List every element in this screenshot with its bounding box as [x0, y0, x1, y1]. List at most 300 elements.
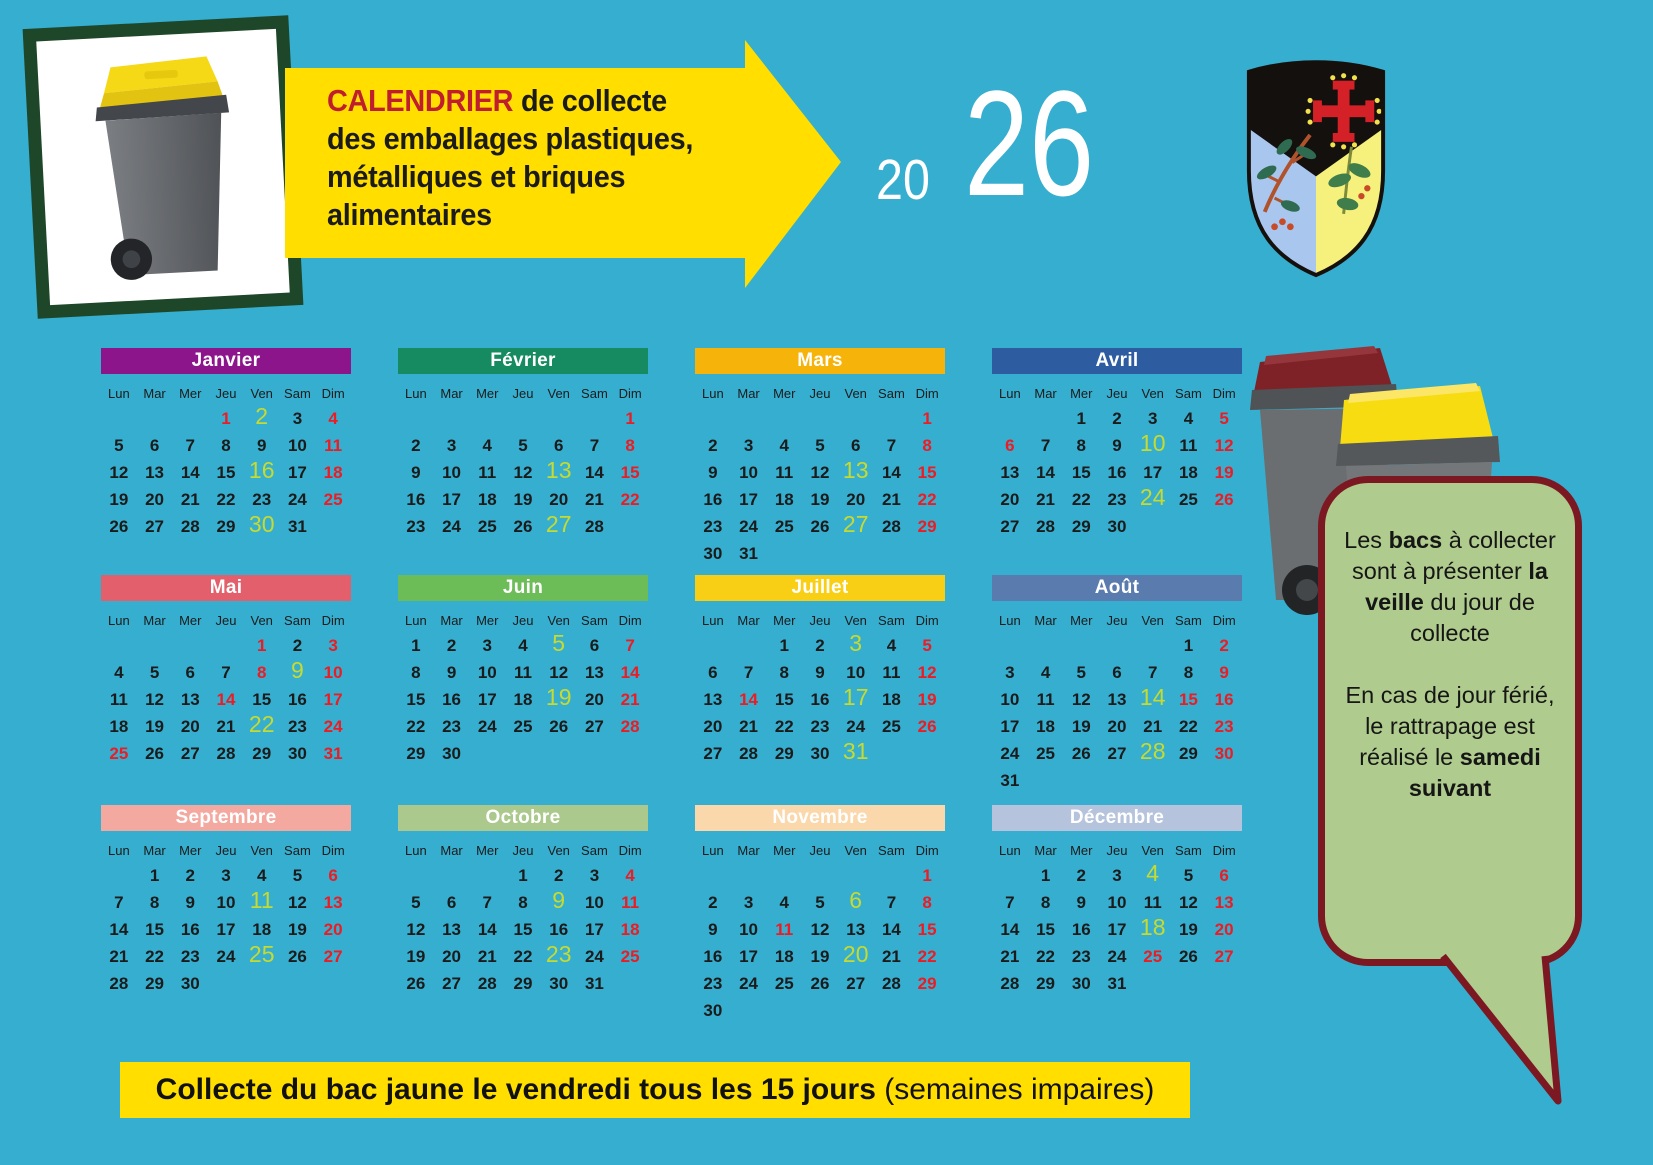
- date-cell: 8: [625, 435, 635, 455]
- date-cell: 11: [621, 892, 640, 912]
- date-cell: 4: [1146, 860, 1160, 886]
- date-cell: 11: [775, 462, 794, 482]
- weekday-label: Jeu: [809, 613, 831, 628]
- date-cell: 2: [185, 865, 196, 885]
- date-cell: 5: [1219, 408, 1229, 428]
- month-name: Mai: [101, 575, 351, 601]
- date-cell: 21: [1036, 489, 1056, 509]
- weekday-label: Sam: [581, 386, 608, 401]
- date-cell: 8: [922, 435, 932, 455]
- month-days-grid: [398, 632, 648, 767]
- date-cell: [1171, 970, 1207, 997]
- date-cell: 13: [846, 919, 866, 939]
- date-cell: 7: [1147, 662, 1158, 682]
- date-cell: 15: [216, 462, 236, 482]
- date-cell: 15: [1178, 689, 1198, 709]
- weekday-label: Jeu: [512, 843, 534, 858]
- date-cell: 10: [287, 435, 307, 455]
- date-cell: 26: [1214, 489, 1234, 509]
- date-cell: 10: [739, 462, 759, 482]
- date-cell: [612, 513, 648, 540]
- text-segment: Collecte du bac jaune le vendredi tous les 15 jours: [155, 1073, 876, 1106]
- date-cell: [1135, 632, 1171, 659]
- calendar-grid: [101, 348, 1242, 1024]
- coat-of-arms: [1240, 56, 1392, 281]
- date-cell: 5: [1076, 662, 1087, 682]
- date-cell: 19: [917, 689, 937, 709]
- date-cell: 3: [743, 435, 754, 455]
- weekday-label: Mer: [179, 613, 202, 628]
- weekday-label: Dim: [1212, 386, 1236, 401]
- date-cell: 24: [287, 489, 307, 509]
- date-cell: 11: [324, 435, 343, 455]
- date-cell: 30: [703, 1000, 723, 1020]
- date-cell: 10: [1139, 430, 1166, 456]
- date-cell: 31: [584, 973, 604, 993]
- date-cell: 18: [1139, 914, 1166, 940]
- weekday-label: Sam: [284, 613, 311, 628]
- date-cell: 19: [1071, 716, 1091, 736]
- date-cell: 26: [1071, 743, 1091, 763]
- date-cell: [280, 970, 316, 997]
- month-days-grid: [992, 862, 1242, 997]
- date-cell: 24: [477, 716, 497, 736]
- date-cell: 13: [1000, 462, 1020, 482]
- weekday-label: Mar: [440, 613, 463, 628]
- month-fevrier: [398, 348, 648, 540]
- date-cell: 5: [411, 892, 421, 912]
- date-cell: 1: [256, 635, 267, 655]
- date-cell: 2: [1219, 635, 1229, 655]
- month-name: Février: [398, 348, 648, 374]
- date-cell: 9: [185, 892, 196, 912]
- weekday-label: Sam: [878, 613, 905, 628]
- date-cell: 20: [1000, 489, 1020, 509]
- date-cell: 24: [1139, 484, 1166, 510]
- date-cell: 25: [513, 716, 533, 736]
- date-cell: 6: [708, 662, 718, 682]
- date-cell: 8: [518, 892, 528, 912]
- date-cell: 15: [406, 689, 426, 709]
- date-cell: 6: [849, 887, 863, 913]
- date-cell: 17: [584, 919, 604, 939]
- weekday-label: Mer: [476, 843, 499, 858]
- date-cell: 30: [1071, 973, 1091, 993]
- date-cell: 28: [109, 973, 129, 993]
- weekday-label: Lun: [108, 843, 130, 858]
- date-cell: 14: [1036, 462, 1056, 482]
- date-cell: 7: [886, 892, 897, 912]
- date-cell: 12: [109, 462, 129, 482]
- weekday-label: Sam: [284, 843, 311, 858]
- yellow-bin-photo: [36, 29, 289, 305]
- weekday-label: Dim: [618, 843, 642, 858]
- date-cell: 28: [180, 516, 200, 536]
- date-cell: [909, 540, 945, 567]
- weekday-label: Ven: [250, 386, 273, 401]
- date-cell: 28: [881, 973, 901, 993]
- date-cell: 13: [842, 457, 869, 483]
- date-cell: 1: [1076, 408, 1087, 428]
- weekday-label: Mar: [737, 843, 760, 858]
- date-cell: 5: [1183, 865, 1194, 885]
- weekday-label: Lun: [702, 613, 724, 628]
- date-cell: 18: [774, 489, 794, 509]
- weekday-label: Mer: [1070, 613, 1093, 628]
- date-cell: 6: [328, 865, 338, 885]
- date-cell: 22: [917, 489, 937, 509]
- date-cell: 14: [881, 462, 901, 482]
- date-cell: [731, 862, 767, 889]
- weekday-label: Jeu: [1106, 613, 1128, 628]
- date-cell: 18: [881, 689, 901, 709]
- date-cell: 19: [810, 489, 830, 509]
- date-cell: 19: [810, 946, 830, 966]
- date-cell: 26: [287, 946, 307, 966]
- date-cell: 14: [584, 462, 604, 482]
- year-prefix: 20: [876, 148, 930, 212]
- month-decembre: [992, 805, 1242, 997]
- weekday-label: Lun: [999, 843, 1021, 858]
- date-cell: 17: [1143, 462, 1163, 482]
- date-cell: 16: [287, 689, 307, 709]
- date-cell: 9: [411, 462, 421, 482]
- date-cell: 3: [292, 408, 303, 428]
- date-cell: 9: [552, 887, 566, 913]
- date-cell: 3: [743, 892, 754, 912]
- date-cell: [612, 970, 648, 997]
- date-cell: 1: [1183, 635, 1194, 655]
- date-cell: 16: [442, 689, 462, 709]
- date-cell: 1: [625, 408, 635, 428]
- date-cell: [838, 405, 874, 432]
- date-cell: 16: [549, 919, 569, 939]
- date-cell: [802, 862, 838, 889]
- date-cell: 28: [584, 516, 604, 536]
- date-cell: [766, 997, 802, 1024]
- date-cell: 1: [518, 865, 528, 885]
- weekday-label: Mer: [476, 613, 499, 628]
- date-cell: 6: [553, 435, 564, 455]
- date-cell: 1: [411, 635, 421, 655]
- date-cell: 17: [739, 946, 759, 966]
- date-cell: [434, 405, 470, 432]
- weekday-label: Mar: [143, 386, 166, 401]
- date-cell: 4: [114, 662, 124, 682]
- date-cell: [101, 862, 137, 889]
- date-cell: 30: [1214, 743, 1234, 763]
- date-cell: 5: [292, 865, 303, 885]
- weekday-label: Ven: [547, 613, 570, 628]
- date-cell: [577, 405, 613, 432]
- date-cell: 13: [442, 919, 462, 939]
- date-cell: [315, 970, 351, 997]
- date-cell: 16: [703, 489, 723, 509]
- date-cell: 2: [708, 435, 718, 455]
- date-cell: 17: [1107, 919, 1127, 939]
- date-cell: [695, 632, 731, 659]
- date-cell: 9: [815, 662, 825, 682]
- date-cell: 27: [1107, 743, 1127, 763]
- date-cell: 11: [1036, 689, 1055, 709]
- date-cell: 17: [739, 489, 759, 509]
- date-cell: 24: [739, 516, 759, 536]
- date-cell: 21: [739, 716, 759, 736]
- date-cell: [137, 405, 173, 432]
- month-name: Juillet: [695, 575, 945, 601]
- date-cell: 29: [252, 743, 272, 763]
- date-cell: [874, 997, 910, 1024]
- month-days-grid: [398, 862, 648, 997]
- date-cell: 8: [256, 662, 267, 682]
- date-cell: 5: [815, 435, 825, 455]
- weekday-label: Lun: [108, 613, 130, 628]
- text-segment: En cas de jour férié, le rattrapage est réalisé le: [1345, 682, 1555, 770]
- date-cell: 26: [1178, 946, 1198, 966]
- date-cell: 7: [482, 892, 493, 912]
- date-cell: 26: [406, 973, 426, 993]
- date-cell: 8: [221, 435, 231, 455]
- text-segment: des emballages plastiques,: [327, 121, 694, 156]
- date-cell: [909, 740, 945, 767]
- date-cell: 22: [774, 716, 794, 736]
- date-cell: 8: [1183, 662, 1194, 682]
- bubble-text-2: [1339, 680, 1561, 804]
- date-cell: 26: [810, 516, 830, 536]
- date-cell: 29: [513, 973, 533, 993]
- date-cell: 14: [180, 462, 200, 482]
- date-cell: 19: [545, 684, 572, 710]
- text-segment: métalliques et briques: [327, 159, 626, 194]
- date-cell: [731, 405, 767, 432]
- date-cell: [137, 632, 173, 659]
- yellow-bin-illustration: [58, 44, 268, 290]
- date-cell: 23: [406, 516, 426, 536]
- month-mars: [695, 348, 945, 567]
- date-cell: 24: [216, 946, 236, 966]
- date-cell: 30: [810, 743, 830, 763]
- date-cell: 12: [549, 662, 569, 682]
- date-cell: 12: [513, 462, 533, 482]
- weekday-header-row: [992, 843, 1242, 858]
- date-cell: 26: [917, 716, 937, 736]
- date-cell: 27: [842, 511, 869, 537]
- date-cell: 29: [774, 743, 794, 763]
- date-cell: [1135, 767, 1171, 794]
- date-cell: [101, 405, 137, 432]
- date-cell: 6: [1112, 662, 1122, 682]
- date-cell: 14: [620, 662, 640, 682]
- date-cell: 6: [446, 892, 457, 912]
- date-cell: 19: [1214, 462, 1234, 482]
- date-cell: 17: [323, 689, 343, 709]
- month-mai: [101, 575, 351, 767]
- date-cell: 18: [252, 919, 272, 939]
- date-cell: 21: [620, 689, 640, 709]
- date-cell: 8: [1076, 435, 1087, 455]
- weekday-header-row: [695, 843, 945, 858]
- date-cell: 2: [411, 435, 421, 455]
- weekday-label: Mar: [1034, 843, 1057, 858]
- month-days-grid: [695, 862, 945, 1024]
- date-cell: 12: [145, 689, 165, 709]
- date-cell: 27: [442, 973, 462, 993]
- date-cell: 6: [185, 662, 196, 682]
- weekday-header-row: [992, 613, 1242, 628]
- date-cell: 25: [1036, 743, 1056, 763]
- date-cell: 28: [477, 973, 497, 993]
- date-cell: 14: [1000, 919, 1020, 939]
- date-cell: 28: [620, 716, 640, 736]
- month-days-grid: [101, 862, 351, 997]
- weekday-label: Mer: [1070, 386, 1093, 401]
- date-cell: 14: [216, 689, 236, 709]
- date-cell: 9: [708, 919, 718, 939]
- weekday-label: Mer: [476, 386, 499, 401]
- date-cell: 23: [810, 716, 830, 736]
- date-cell: 13: [703, 689, 723, 709]
- date-cell: [766, 405, 802, 432]
- date-cell: 4: [779, 892, 790, 912]
- weekday-label: Lun: [405, 613, 427, 628]
- date-cell: 16: [248, 457, 275, 483]
- date-cell: 4: [518, 635, 528, 655]
- date-cell: 22: [406, 716, 426, 736]
- date-cell: 16: [1071, 919, 1091, 939]
- date-cell: [208, 632, 244, 659]
- bubble-text-1: [1339, 525, 1561, 649]
- date-cell: 15: [145, 919, 165, 939]
- date-cell: 11: [1143, 892, 1162, 912]
- date-cell: 3: [589, 865, 600, 885]
- weekday-label: Dim: [1212, 843, 1236, 858]
- date-cell: 15: [1036, 919, 1056, 939]
- weekday-label: Sam: [1175, 613, 1202, 628]
- date-cell: [577, 740, 613, 767]
- date-cell: 25: [477, 516, 497, 536]
- date-cell: [802, 540, 838, 567]
- date-cell: 27: [545, 511, 572, 537]
- date-cell: [1206, 970, 1242, 997]
- date-cell: 17: [842, 684, 869, 710]
- date-cell: 25: [1178, 489, 1198, 509]
- date-cell: [1135, 970, 1171, 997]
- weekday-header-row: [695, 386, 945, 401]
- date-cell: 31: [1000, 770, 1020, 790]
- date-cell: [1206, 513, 1242, 540]
- date-cell: 3: [328, 635, 338, 655]
- date-cell: [802, 405, 838, 432]
- date-cell: [1028, 632, 1064, 659]
- date-cell: 14: [739, 689, 759, 709]
- month-days-grid: [101, 632, 351, 767]
- weekday-label: Mar: [1034, 386, 1057, 401]
- date-cell: 29: [1071, 516, 1091, 536]
- date-cell: 21: [584, 489, 604, 509]
- date-cell: 31: [287, 516, 307, 536]
- month-aout: [992, 575, 1242, 794]
- weekday-label: Jeu: [215, 843, 237, 858]
- date-cell: 1: [221, 408, 231, 428]
- date-cell: 30: [248, 511, 275, 537]
- weekday-label: Lun: [405, 386, 427, 401]
- date-cell: 23: [545, 941, 572, 967]
- date-cell: 11: [882, 662, 901, 682]
- month-juillet: [695, 575, 945, 767]
- month-janvier: [101, 348, 351, 540]
- date-cell: 27: [1000, 516, 1020, 536]
- title-line: [327, 158, 764, 196]
- date-cell: 5: [114, 435, 124, 455]
- date-cell: 4: [328, 408, 338, 428]
- date-cell: 21: [216, 716, 236, 736]
- date-cell: 18: [323, 462, 343, 482]
- date-cell: 15: [252, 689, 272, 709]
- date-cell: 22: [1036, 946, 1056, 966]
- date-cell: 10: [584, 892, 604, 912]
- date-cell: [469, 405, 505, 432]
- poster-title: [327, 82, 764, 234]
- date-cell: 29: [216, 516, 236, 536]
- date-cell: 15: [917, 919, 937, 939]
- weekday-label: Ven: [844, 843, 867, 858]
- date-cell: 14: [477, 919, 497, 939]
- date-cell: 27: [323, 946, 343, 966]
- date-cell: 10: [216, 892, 236, 912]
- date-cell: 30: [180, 973, 200, 993]
- weekday-label: Jeu: [215, 386, 237, 401]
- date-cell: [766, 862, 802, 889]
- weekday-header-row: [695, 613, 945, 628]
- date-cell: [541, 405, 577, 432]
- date-cell: 6: [149, 435, 160, 455]
- date-cell: [874, 540, 910, 567]
- date-cell: 15: [513, 919, 533, 939]
- weekday-label: Lun: [108, 386, 130, 401]
- date-cell: 10: [846, 662, 866, 682]
- date-cell: 11: [1179, 435, 1198, 455]
- date-cell: 3: [1147, 408, 1158, 428]
- date-cell: 24: [1000, 743, 1020, 763]
- weekday-label: Sam: [581, 613, 608, 628]
- date-cell: 18: [1178, 462, 1198, 482]
- date-cell: [838, 540, 874, 567]
- date-cell: 4: [779, 435, 790, 455]
- weekday-header-row: [101, 843, 351, 858]
- date-cell: 30: [442, 743, 462, 763]
- date-cell: 6: [1219, 865, 1229, 885]
- date-cell: 7: [1005, 892, 1015, 912]
- date-cell: 22: [1071, 489, 1091, 509]
- month-days-grid: [992, 632, 1242, 794]
- date-cell: 17: [1000, 716, 1020, 736]
- date-cell: 5: [815, 892, 825, 912]
- date-cell: 7: [1040, 435, 1051, 455]
- date-cell: 16: [1214, 689, 1234, 709]
- date-cell: [766, 540, 802, 567]
- date-cell: 4: [886, 635, 897, 655]
- month-name: Juin: [398, 575, 648, 601]
- weekday-label: Ven: [844, 613, 867, 628]
- date-cell: 10: [739, 919, 759, 939]
- weekday-label: Ven: [1141, 386, 1164, 401]
- date-cell: [1171, 513, 1207, 540]
- weekday-label: Mar: [440, 386, 463, 401]
- date-cell: [874, 862, 910, 889]
- year-suffix: 26: [964, 59, 1095, 227]
- date-cell: 5: [149, 662, 160, 682]
- text-segment: alimentaires: [327, 197, 492, 232]
